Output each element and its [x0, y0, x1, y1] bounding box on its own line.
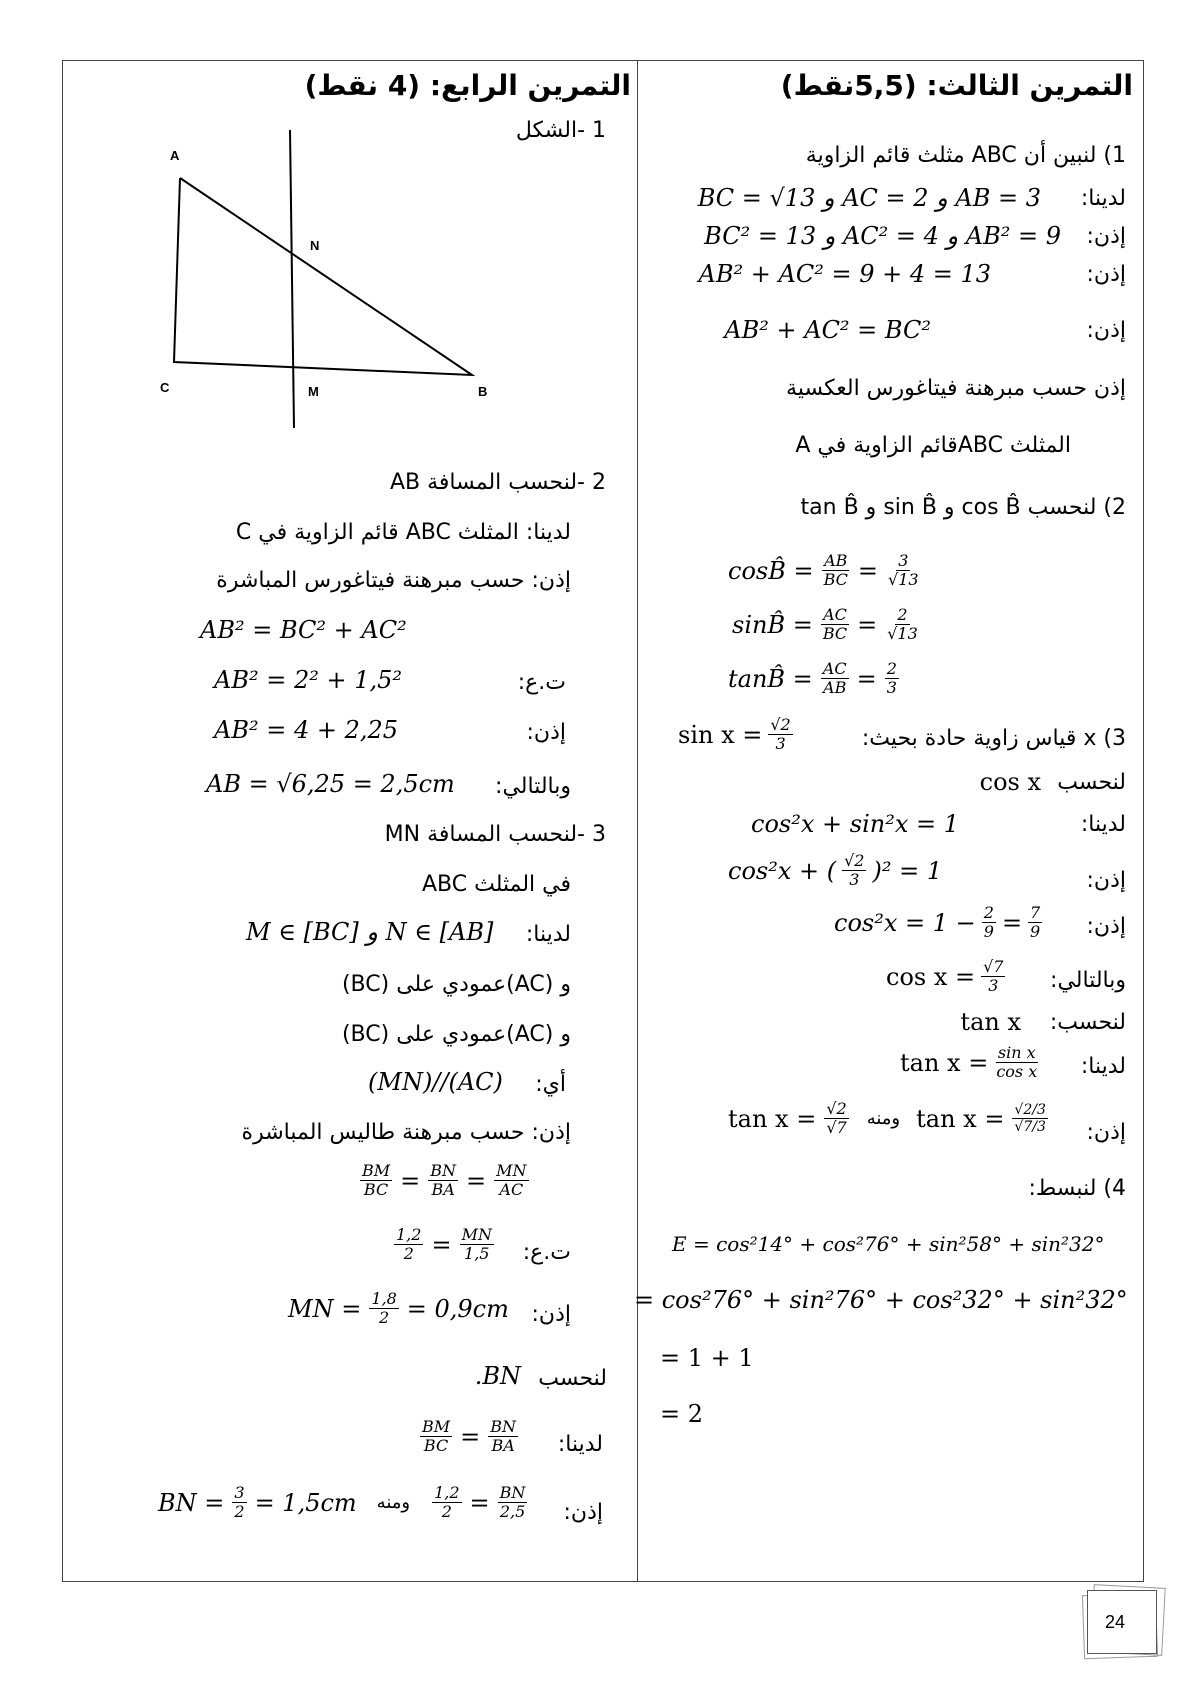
text-line: في المثلث ABC [421, 872, 571, 897]
line-label: ت.ع: [517, 670, 566, 695]
text-line: إذن: حسب مبرهنة فيتاغورس المباشرة [216, 568, 571, 593]
math-line: (MN)//(AC) [368, 1068, 503, 1096]
line-label: لدينا: [525, 922, 571, 947]
line-label: لدينا: [1080, 186, 1126, 211]
exercise-4-title: التمرين الرابع: (4 نقط) [304, 69, 631, 102]
math-line: AB² = 4 + 2,25 [214, 716, 399, 744]
point-label-a: A [170, 148, 180, 163]
exercise-3-title: التمرين الثالث: (5,5نقط) [780, 69, 1133, 102]
q1-label: 1 -الشكل [515, 118, 606, 143]
math-line: M ∈ [BC] و N ∈ [AB] [246, 918, 494, 946]
q1-intro: 1) لنبين أن ABC مثلث قائم الزاوية [805, 143, 1126, 168]
math-line: E = cos²14° + cos²76° + sin²58° + sin²32° [672, 1232, 1105, 1256]
math-line: cos²x + sin²x = 1 [751, 810, 959, 838]
cos2-equation: cos²x + ( $\frac{√2}{3}$ )² = 1 [728, 851, 943, 890]
line-label: لدينا: [1080, 812, 1126, 837]
math-line: AB² + AC² = BC² [724, 316, 931, 344]
cos2-result: cos²x = 1 − $\frac{2}{9}$ = $\frac{7}{9}$ [834, 903, 1041, 942]
text-line: و (AC)عمودي على (BC) [341, 972, 571, 997]
math-line: tan x [960, 1008, 1021, 1036]
column-divider [637, 60, 638, 1582]
math-line: BC² = 13 و AC² = 4 و AB² = 9 [704, 222, 1061, 250]
q2-label: 2 -لنحسب المسافة AB [389, 470, 606, 495]
point-label-b: B [478, 384, 488, 399]
point-label-m: M [308, 384, 319, 399]
line-label: إذن: [563, 1500, 603, 1525]
thales-ratio: $\frac{BM}{BC}$ = $\frac{BN}{BA}$ = $\frac{MN}{AC}$ [362, 1161, 527, 1200]
line-label: إذن: [1086, 318, 1126, 343]
q3-label: 3 -لنحسب المسافة MN [384, 822, 606, 847]
math-line: AB = √6,25 = 2,5cm [206, 770, 455, 798]
math-line: .BN [474, 1362, 521, 1390]
line-label: إذن: [531, 1302, 571, 1327]
line-label: إذن: [1086, 1120, 1126, 1145]
point-label-n: N [310, 238, 320, 253]
math-line: cos x [979, 768, 1041, 796]
line-label: لدينا: [557, 1432, 603, 1457]
math-line: = cos²76° + sin²76° + cos²32° + sin²32° [634, 1286, 1128, 1314]
line-label: إذن: [526, 720, 566, 745]
math-line: = 2 [660, 1400, 704, 1428]
page-number: 24 [1105, 1612, 1126, 1632]
text-line: و (AC)عمودي على (BC) [341, 1022, 571, 1047]
line-label: إذن: [1086, 868, 1126, 893]
line-label: إذن: [1086, 914, 1126, 939]
line-label: ت.ع: [522, 1240, 571, 1265]
bn-ratio: $\frac{BM}{BC}$ = $\frac{BN}{BA}$ [422, 1417, 517, 1456]
thales-numeric: $\frac{1,2}{2}$ = $\frac{MN}{1,5}$ [396, 1225, 492, 1264]
math-line: AB² = BC² + AC² [200, 616, 407, 644]
perpendicular-line-mn [290, 130, 294, 428]
sin-b-formula: sinB̂ = $\frac{AC}{BC}$ = $\frac{2}{√13}$ [732, 605, 918, 644]
text-line: المثلث ABCقائم الزاوية في A [795, 433, 1071, 458]
triangle-figure [150, 130, 510, 430]
line-label: أي: [535, 1072, 566, 1097]
math-line: AB² + AC² = 9 + 4 = 13 [698, 260, 991, 288]
tan-b-formula: tanB̂ = $\frac{AC}{AB}$ = $\frac{2}{3}$ [728, 659, 897, 698]
line-label: لنحسب [1057, 770, 1126, 795]
line-label: وبالتالي: [1050, 968, 1126, 993]
tan-x-result: tan x = $\frac{√2}{√7}$ ومنه tan x = $\frac{√2/3}{√7/3}$ [728, 1099, 1046, 1138]
bn-result: BN = $\frac{3}{2}$ = 1,5cm ومنه $\frac{1,2}{2}$ = $\frac{BN}{2,5}$ [158, 1483, 526, 1522]
q2-intro: 2) لنحسب cos B̂ و sin B̂ و tan B̂ [800, 495, 1126, 520]
line-label: لنحسب: [1049, 1010, 1126, 1035]
text-line: إذن حسب مبرهنة فيتاغورس العكسية [786, 376, 1126, 401]
math-line: AB² = 2² + 1,5² [214, 666, 403, 694]
point-label-c: C [160, 380, 170, 395]
mn-result: MN = $\frac{1,8}{2}$ = 0,9cm [288, 1289, 509, 1328]
line-label: لدينا: [1080, 1054, 1126, 1079]
line-label: وبالتالي: [495, 774, 571, 799]
text-line: إذن: حسب مبرهنة طاليس المباشرة [241, 1120, 571, 1145]
q4-intro: 4) لنبسط: [1028, 1176, 1126, 1201]
line-label: إذن: [1086, 262, 1126, 287]
line-label: لنحسب [538, 1366, 607, 1391]
text-line: لدينا: المثلث ABC قائم الزاوية في C [235, 520, 571, 545]
tan-x-def: tan x = $\frac{\text{sin x}}{\text{cos x}}$ [900, 1043, 1038, 1082]
q3-intro: 3) x قياس زاوية حادة بحيث: [861, 726, 1126, 751]
line-label: إذن: [1086, 224, 1126, 249]
math-line: = 1 + 1 [660, 1344, 754, 1372]
cos-b-formula: cosB̂ = $\frac{AB}{BC}$ = $\frac{3}{√13}$ [728, 551, 919, 590]
math-line: BC = √13 و AC = 2 و AB = 3 [697, 184, 1041, 212]
triangle-abc [174, 178, 472, 375]
cos-x-result: cos x = $\frac{√7}{3}$ [886, 957, 1004, 996]
sin-x-given: sin x = $\frac{√2}{3}$ [678, 715, 791, 754]
